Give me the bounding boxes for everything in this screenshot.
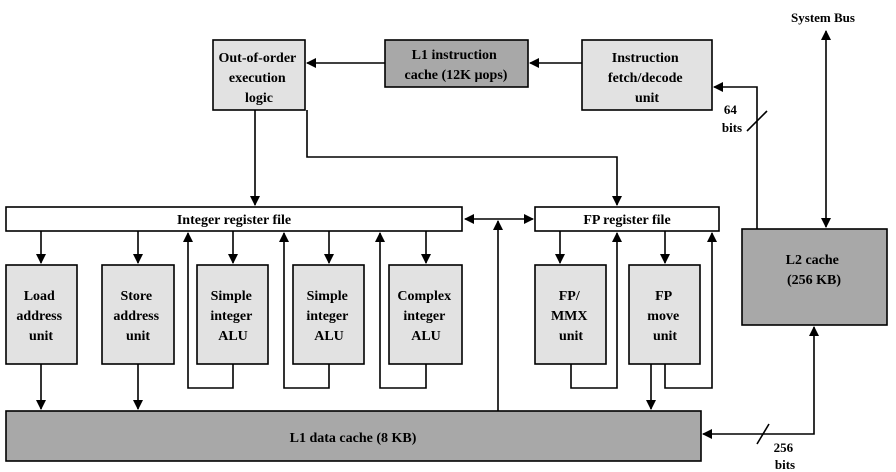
simple-integer-alu-2-label: Simple integer ALU [306, 289, 349, 344]
complex-integer-alu-label: Complex integer ALU [397, 289, 452, 344]
fp-move-unit-block [629, 265, 700, 364]
out-of-order-label: Out-of-order execution logic [218, 51, 296, 106]
instruction-fetch-label: Instruction fetch/decode unit [607, 51, 683, 106]
arrow-l1d-l2-bus [703, 327, 814, 434]
fp-register-file-block [535, 207, 719, 231]
l1-instruction-cache-block [385, 40, 528, 87]
integer-register-file-block [6, 207, 462, 231]
simple-integer-alu-1-label: Simple integer ALU [210, 289, 253, 344]
bus-64-bits-label: 64 bits [721, 102, 743, 135]
simple-integer-alu-1-block [197, 265, 268, 364]
out-of-order-execution-logic-block [213, 40, 305, 110]
l1-data-cache-label: L1 data cache (8 KB) [289, 431, 417, 446]
l1-data-cache-block [6, 411, 701, 461]
simple-integer-alu-2-block [293, 265, 364, 364]
store-address-unit-block [102, 265, 174, 364]
fp-mmx-unit-label: FP/ MMX unit [550, 289, 588, 344]
instruction-fetch-decode-unit-block [582, 40, 712, 110]
complex-integer-alu-block [389, 265, 462, 364]
l2-cache-label: L2 cache (256 KB) [785, 253, 842, 288]
fp-mmx-unit-block [535, 265, 606, 364]
fp-move-unit-label: FP move unit [647, 289, 680, 344]
l2-cache-block [742, 229, 887, 325]
store-address-unit-label: Store address unit [113, 289, 160, 344]
integer-register-file-label: Integer register file [176, 213, 292, 228]
fp-register-file-label: FP register file [583, 213, 671, 228]
system-bus-label: System Bus [791, 10, 855, 25]
load-address-unit-label: Load address unit [16, 289, 63, 344]
bus-256-bits-label: 256 bits [773, 440, 796, 472]
l1-instruction-cache-label: L1 instruction cache (12K µops) [404, 48, 508, 83]
load-address-unit-block [6, 265, 77, 364]
arrow-ooo-to-fp-regfile [307, 110, 617, 205]
